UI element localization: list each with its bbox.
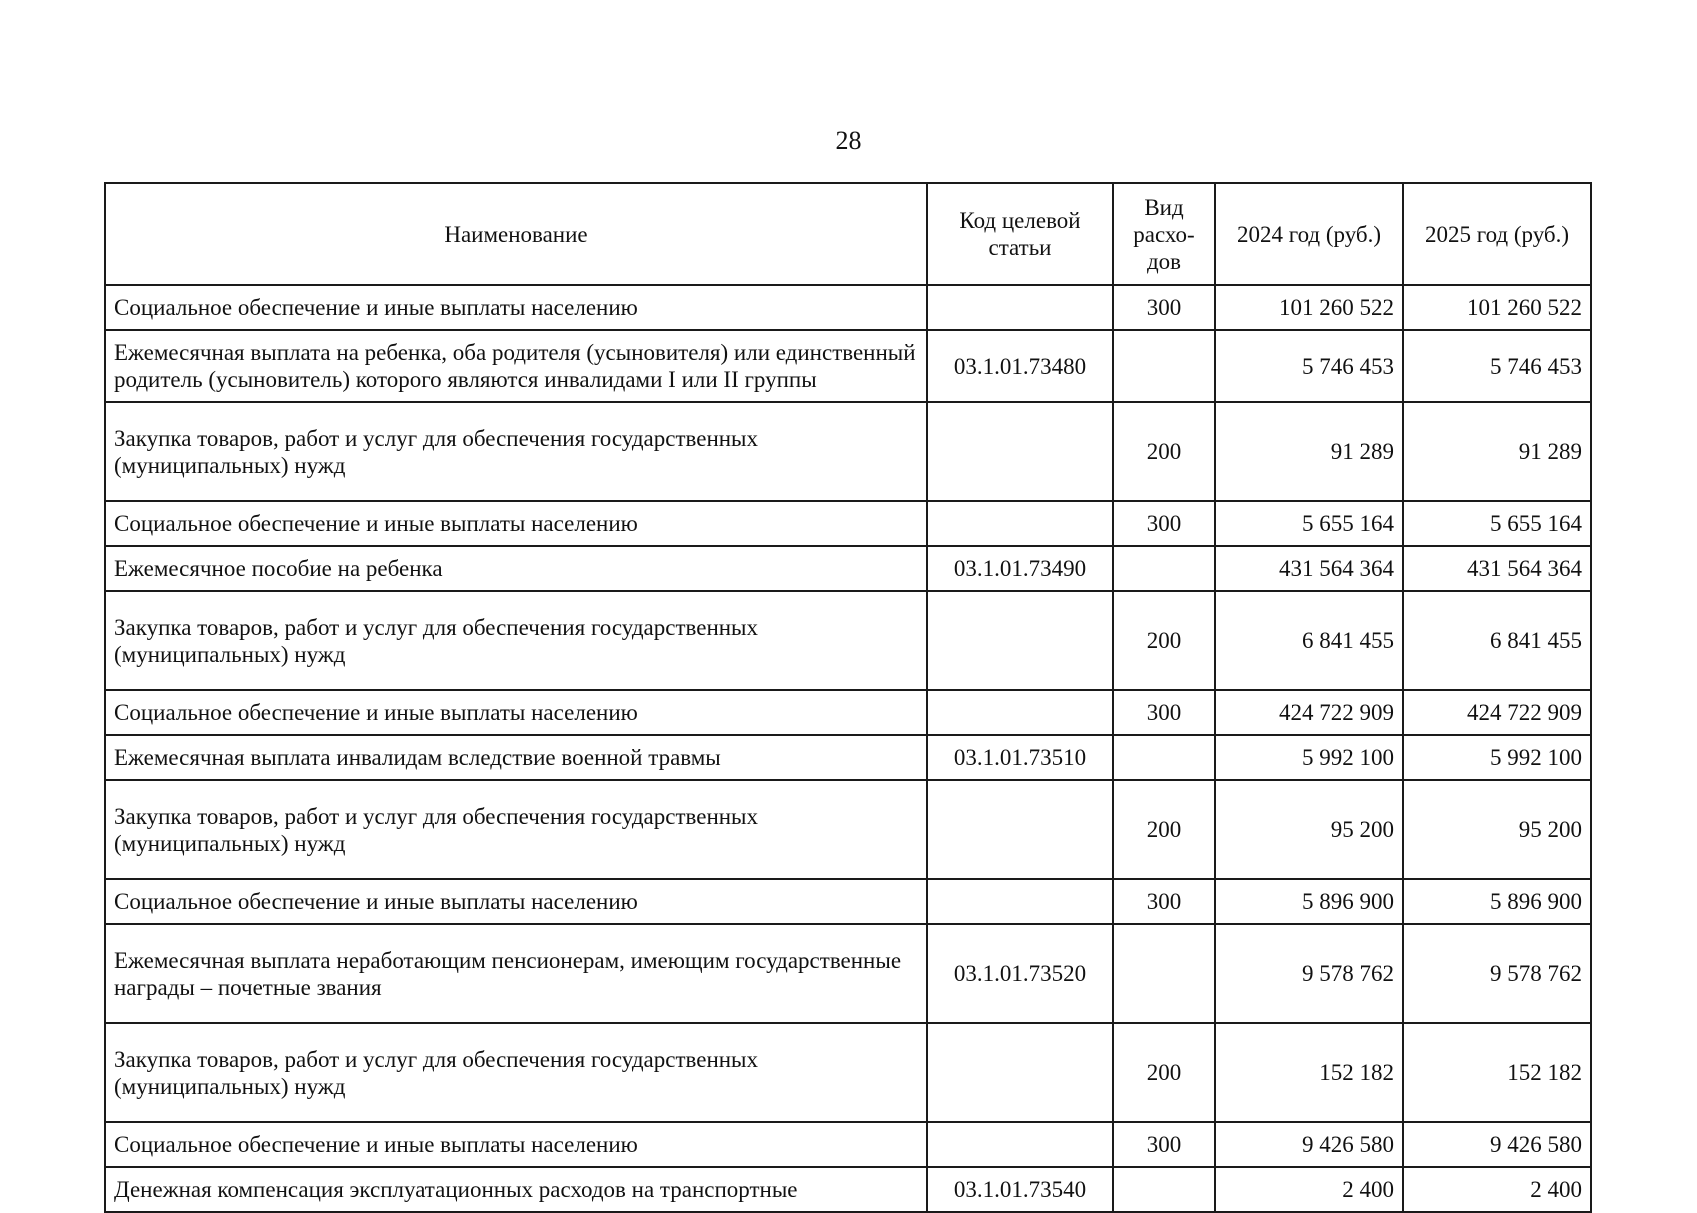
cell-target-code — [927, 591, 1113, 690]
cell-target-code: 03.1.01.73540 — [927, 1167, 1113, 1212]
cell-amount-2024: 9 426 580 — [1215, 1122, 1403, 1167]
cell-amount-2025: 5 655 164 — [1403, 501, 1591, 546]
cell-amount-2025: 9 426 580 — [1403, 1122, 1591, 1167]
cell-expense-type: 200 — [1113, 780, 1215, 879]
cell-name: Ежемесячная выплата инвалидам вследствие военной травмы — [105, 735, 927, 780]
table-body — [105, 285, 1591, 1212]
cell-amount-2025: 2 400 — [1403, 1167, 1591, 1212]
cell-amount-2024: 5 992 100 — [1215, 735, 1403, 780]
cell-name: Закупка товаров, работ и услуг для обеспечения государственных (муниципальных) нужд — [105, 780, 927, 879]
cell-name: Социальное обеспечение и иные выплаты населению — [105, 690, 927, 735]
cell-target-code — [927, 501, 1113, 546]
cell-target-code — [927, 879, 1113, 924]
header-expense-type: Вид расхо-дов — [1113, 183, 1215, 285]
table-row — [105, 780, 1591, 879]
cell-target-code — [927, 1023, 1113, 1122]
table-row — [105, 1023, 1591, 1122]
cell-amount-2024: 5 746 453 — [1215, 330, 1403, 402]
cell-expense-type: 300 — [1113, 501, 1215, 546]
cell-expense-type — [1113, 546, 1215, 591]
header-name: Наименование — [105, 183, 927, 285]
cell-amount-2024: 5 896 900 — [1215, 879, 1403, 924]
cell-amount-2025: 5 992 100 — [1403, 735, 1591, 780]
cell-amount-2025: 152 182 — [1403, 1023, 1591, 1122]
cell-expense-type — [1113, 330, 1215, 402]
cell-amount-2024: 424 722 909 — [1215, 690, 1403, 735]
cell-name: Ежемесячная выплата неработающим пенсионерам, имеющим государственные награды – почетные звания — [105, 924, 927, 1023]
cell-expense-type: 200 — [1113, 402, 1215, 501]
cell-amount-2025: 101 260 522 — [1403, 285, 1591, 330]
table-header — [105, 183, 1591, 285]
table-row — [105, 1167, 1591, 1212]
cell-target-code: 03.1.01.73510 — [927, 735, 1113, 780]
cell-amount-2025: 424 722 909 — [1403, 690, 1591, 735]
table-row — [105, 924, 1591, 1023]
cell-target-code: 03.1.01.73520 — [927, 924, 1113, 1023]
cell-amount-2024: 152 182 — [1215, 1023, 1403, 1122]
table-row — [105, 735, 1591, 780]
cell-target-code: 03.1.01.73480 — [927, 330, 1113, 402]
cell-name: Закупка товаров, работ и услуг для обеспечения государственных (муниципальных) нужд — [105, 591, 927, 690]
cell-name: Социальное обеспечение и иные выплаты населению — [105, 879, 927, 924]
cell-amount-2024: 431 564 364 — [1215, 546, 1403, 591]
cell-name: Ежемесячное пособие на ребенка — [105, 546, 927, 591]
cell-amount-2024: 9 578 762 — [1215, 924, 1403, 1023]
cell-amount-2024: 101 260 522 — [1215, 285, 1403, 330]
cell-expense-type: 300 — [1113, 285, 1215, 330]
cell-target-code — [927, 285, 1113, 330]
table-row — [105, 690, 1591, 735]
header-year-2025: 2025 год (руб.) — [1403, 183, 1591, 285]
header-year-2024: 2024 год (руб.) — [1215, 183, 1403, 285]
cell-name: Социальное обеспечение и иные выплаты населению — [105, 1122, 927, 1167]
cell-amount-2025: 6 841 455 — [1403, 591, 1591, 690]
cell-name: Социальное обеспечение и иные выплаты населению — [105, 285, 927, 330]
cell-target-code — [927, 402, 1113, 501]
table-row — [105, 501, 1591, 546]
cell-expense-type — [1113, 1167, 1215, 1212]
cell-name: Закупка товаров, работ и услуг для обеспечения государственных (муниципальных) нужд — [105, 402, 927, 501]
budget-table — [104, 182, 1592, 1213]
cell-expense-type: 300 — [1113, 1122, 1215, 1167]
cell-amount-2024: 6 841 455 — [1215, 591, 1403, 690]
cell-amount-2025: 431 564 364 — [1403, 546, 1591, 591]
table-row — [105, 330, 1591, 402]
cell-expense-type — [1113, 924, 1215, 1023]
cell-expense-type — [1113, 735, 1215, 780]
cell-target-code: 03.1.01.73490 — [927, 546, 1113, 591]
table-row — [105, 1122, 1591, 1167]
cell-amount-2024: 91 289 — [1215, 402, 1403, 501]
table-row — [105, 546, 1591, 591]
cell-amount-2025: 5 746 453 — [1403, 330, 1591, 402]
cell-expense-type: 200 — [1113, 591, 1215, 690]
cell-amount-2024: 95 200 — [1215, 780, 1403, 879]
cell-amount-2025: 91 289 — [1403, 402, 1591, 501]
cell-name: Закупка товаров, работ и услуг для обеспечения государственных (муниципальных) нужд — [105, 1023, 927, 1122]
table-row — [105, 591, 1591, 690]
cell-name: Ежемесячная выплата на ребенка, оба родителя (усыновителя) или единственный родитель (усыновитель) которого являются инвалидами I или II группы — [105, 330, 927, 402]
table-row — [105, 879, 1591, 924]
cell-expense-type: 300 — [1113, 879, 1215, 924]
cell-name: Денежная компенсация эксплуатационных расходов на транспортные — [105, 1167, 927, 1212]
cell-target-code — [927, 690, 1113, 735]
cell-target-code — [927, 780, 1113, 879]
table-row — [105, 285, 1591, 330]
cell-expense-type: 300 — [1113, 690, 1215, 735]
cell-amount-2025: 9 578 762 — [1403, 924, 1591, 1023]
cell-expense-type: 200 — [1113, 1023, 1215, 1122]
table-row — [105, 402, 1591, 501]
cell-amount-2025: 95 200 — [1403, 780, 1591, 879]
cell-amount-2024: 5 655 164 — [1215, 501, 1403, 546]
cell-name: Социальное обеспечение и иные выплаты населению — [105, 501, 927, 546]
cell-amount-2024: 2 400 — [1215, 1167, 1403, 1212]
cell-amount-2025: 5 896 900 — [1403, 879, 1591, 924]
cell-target-code — [927, 1122, 1113, 1167]
page-number: 28 — [835, 126, 862, 155]
header-row — [105, 183, 1591, 285]
header-code: Код целевой статьи — [927, 183, 1113, 285]
